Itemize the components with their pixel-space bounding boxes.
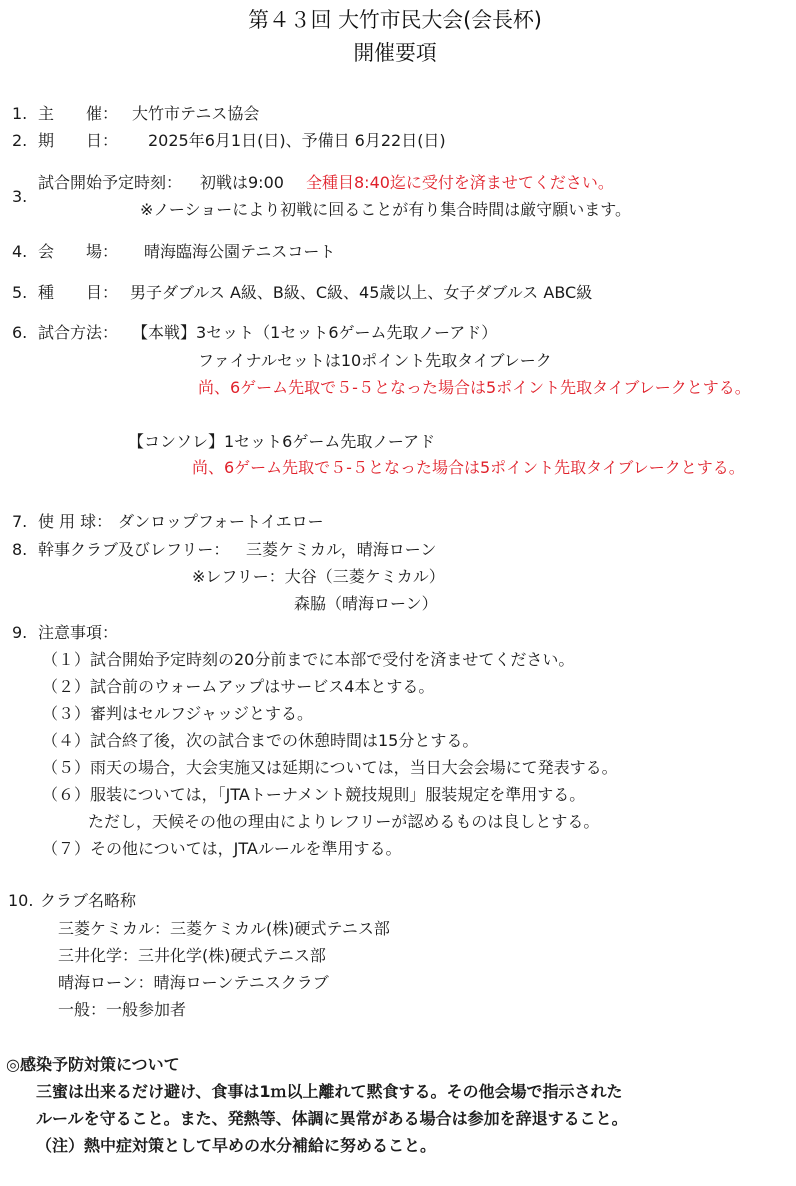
note-item: （３）審判はセルフジャッジとする。 [42, 704, 314, 723]
item-number: 2. [12, 131, 28, 150]
item-value: 初戦は9:00 [200, 173, 284, 192]
item-label: クラブ名略称 [40, 891, 137, 910]
consolation-format: 【コンソレ】1セット6ゲーム先取ノーアド [128, 432, 436, 451]
no-show-note: ※ノーショーにより初戦に回ることが有り集合時間は厳守願います。 [140, 200, 632, 219]
item-value: 三菱ケミカル，晴海ローン [246, 540, 437, 559]
infection-line: 三蜜は出来るだけ避け、食事は1ｍ以上離れて黙食する。その他会場で指示された [36, 1082, 623, 1101]
item-label: 使 用 球： [38, 512, 113, 531]
infection-heading: ◎感染予防対策について [6, 1055, 180, 1074]
main-draw-tiebreak-note: 尚、6ゲーム先取で５-５となった場合は5ポイント先取タイブレークとする。 [198, 378, 751, 397]
club-item: 一般：一般参加者 [58, 1000, 187, 1019]
item-label: 期 日： [38, 131, 119, 150]
note-item: （６）服装については，「JTAトーナメント競技規則」服装規定を準用する。 [42, 785, 586, 804]
club-item: 三菱ケミカル：三菱ケミカル(株)硬式テニス部 [58, 919, 390, 938]
item-number: 3. [12, 187, 28, 206]
item-value: 2025年6月1日(日)、予備日 6月22日(日) [148, 131, 446, 150]
club-item: 三井化学：三井化学(株)硬式テニス部 [58, 946, 326, 965]
item-value: 男子ダブルス A級、B級、C級、45歳以上、女子ダブルス ABC級 [130, 283, 593, 302]
reception-notice: 全種目8:40迄に受付を済ませてください。 [306, 173, 614, 192]
page-subtitle: 開催要項 [353, 41, 437, 65]
final-set-rule: ファイナルセットは10ポイント先取タイブレーク [198, 351, 552, 370]
referee-1: ※レフリー：大谷（三菱ケミカル） [192, 567, 445, 586]
item-number: 6. [12, 323, 28, 342]
club-item: 晴海ローン：晴海ローンテニスクラブ [58, 973, 329, 992]
note-item: （２）試合前のウォームアップはサービス4本とする。 [42, 677, 435, 696]
main-draw-format: 【本戦】3セット（1セット6ゲーム先取ノーアド） [132, 323, 498, 342]
item-value: 晴海臨海公園テニスコート [144, 242, 336, 261]
item-number: 10. [8, 891, 34, 910]
item-label: 幹事クラブ及びレフリー： [38, 540, 230, 559]
item-label: 主 催： [38, 104, 119, 123]
item-number: 8. [12, 540, 28, 559]
item-value: ダンロップフォートイエロー [118, 512, 324, 531]
referee-2: 森脇（晴海ローン） [294, 594, 438, 613]
note-item: （７）その他については，JTAルールを準用する。 [42, 839, 402, 858]
note-item: （１）試合開始予定時刻の20分前までに本部で受付を済ませてください。 [42, 650, 575, 669]
page-title: 第４３回 大竹市民大会(会長杯) [248, 8, 542, 32]
note-item: （５）雨天の場合，大会実施又は延期については，当日大会会場にて発表する。 [42, 758, 618, 777]
item-label: 会 場： [38, 242, 119, 261]
item-label: 試合開始予定時刻： [38, 173, 183, 192]
item-number: 9. [12, 623, 28, 642]
item-label: 試合方法： [38, 323, 119, 342]
note-item: （４）試合終了後，次の試合までの休憩時間は15分とする。 [42, 731, 479, 750]
consolation-tiebreak-note: 尚、6ゲーム先取で５-５となった場合は5ポイント先取タイブレークとする。 [192, 458, 745, 477]
item-label: 種 目： [38, 283, 119, 302]
infection-line: ルールを守ること。また、発熱等、体調に異常がある場合は参加を辞退すること。 [36, 1109, 628, 1128]
infection-line: （注）熱中症対策として早めの水分補給に努めること。 [36, 1136, 437, 1155]
item-number: 7. [12, 512, 28, 531]
item-label: 注意事項： [38, 623, 119, 642]
item-number: 5. [12, 283, 28, 302]
item-value: 大竹市テニス協会 [132, 104, 260, 123]
note-item-continuation: ただし，天候その他の理由によりレフリーが認めるものは良しとする。 [88, 812, 600, 831]
item-number: 1. [12, 104, 28, 123]
item-number: 4. [12, 242, 28, 261]
